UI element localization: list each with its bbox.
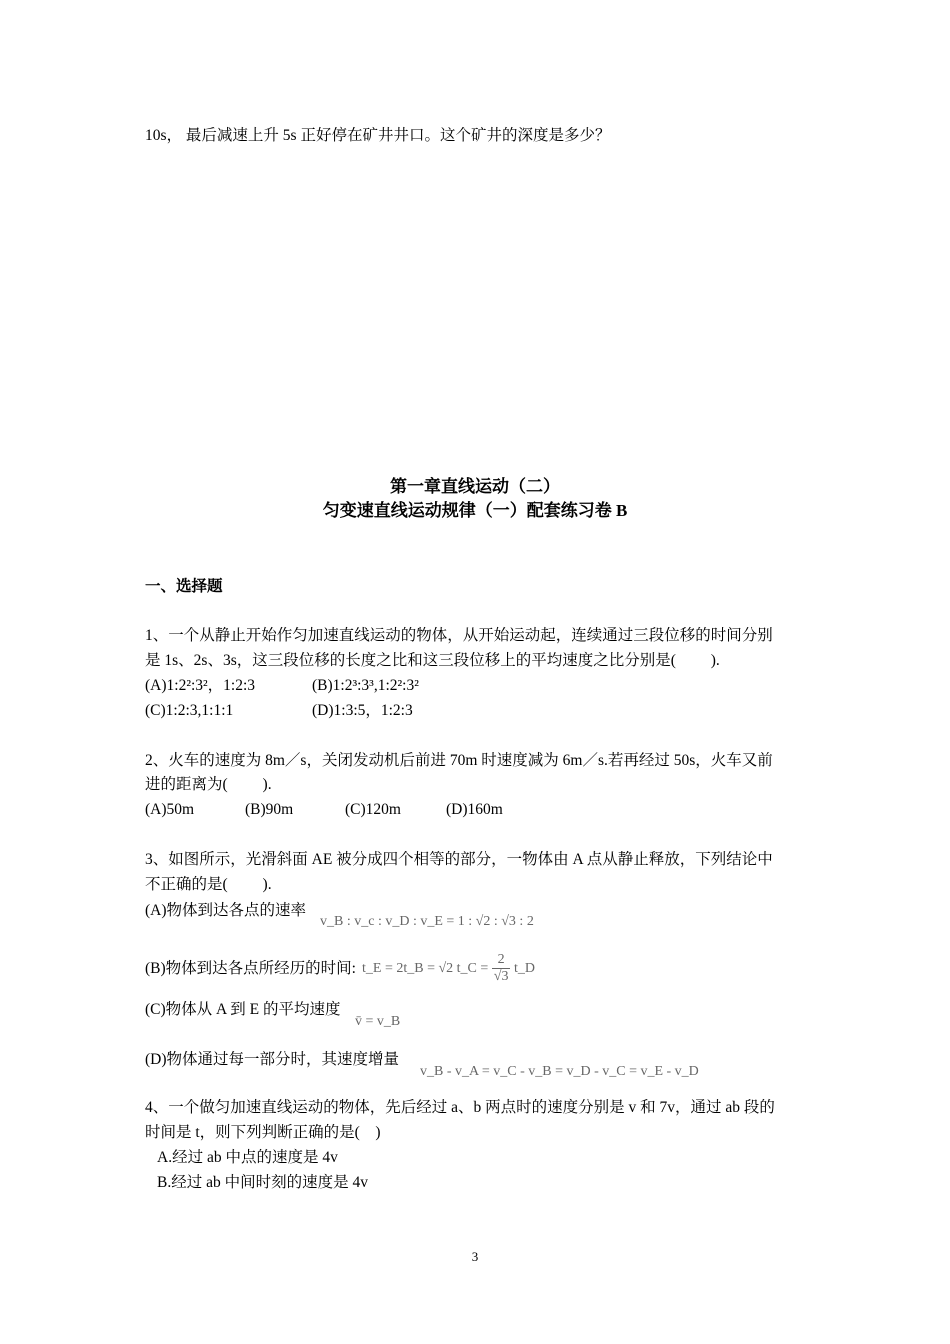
q2-option-b: (B)90m (245, 801, 294, 818)
q3-option-b (145, 959, 356, 979)
q1-option-b: (B)1:2³:3³,1:2²:3² (312, 677, 419, 694)
worksheet-title: 匀变速直线运动规律（一）配套练习卷 B (322, 501, 628, 520)
q1-option-d: (D)1:3:5，1:2:3 (312, 702, 413, 719)
q3-option-c-text: (C)物体从 A 到 E 的平均速度 (145, 1001, 341, 1018)
fraction-denominator: √3 (493, 969, 509, 985)
q3-stem-line1: 3、如图所示，光滑斜面 AE 被分成四个相等的部分，一物体由 A 点从静止释放，下列结论中 (145, 851, 773, 868)
q4-stem-line1: 4、一个做匀加速直线运动的物体，先后经过 a、b 两点时的速度分别是 v 和 7v，通过 ab 段的 (145, 1099, 775, 1116)
q3-option-d-text: (D)物体通过每一部分时，其速度增量 (145, 1051, 400, 1068)
q3-stem-line2: 不正确的是( ). (145, 876, 272, 893)
q2-stem-line1: 2、火车的速度为 8m／s，关闭发动机后前进 70m 时速度减为 6m／s.若再经过 50s，火车又前 (145, 752, 773, 769)
fraction-numerator: 2 (492, 952, 511, 969)
q1-option-a: (A)1:2²:3²，1:2:3 (145, 677, 256, 694)
q3-option-a-formula: v_B : v_c : v_D : v_E = 1 : √2 : √3 : 2 (320, 914, 534, 929)
q3-option-b-text: (B)物体到达各点所经历的时间: (145, 960, 356, 977)
chapter-title: 第一章直线运动（二） (390, 477, 560, 496)
q3-option-c (145, 1000, 340, 1020)
q4-option-b: B.经过 ab 中间时刻的速度是 4v (157, 1174, 368, 1191)
q2-option-a: (A)50m (145, 801, 195, 818)
q3-option-b-formula (362, 947, 535, 991)
q3-option-b-fraction (492, 952, 511, 985)
previous-question-tail: 10s， 最后减速上升 5s 正好停在矿井井口。这个矿井的深度是多少？ (145, 127, 611, 144)
q3-option-a-text: (A)物体到达各点的速率 (145, 902, 307, 919)
q1-option-c: (C)1:2:3,1:1:1 (145, 702, 234, 719)
q3-option-d (145, 1050, 399, 1070)
q2-option-c: (C)120m (345, 801, 401, 818)
q1-stem-line2: 是 1s、2s、3s，这三段位移的长度之比和这三段位移上的平均速度之比分别是( ). (145, 652, 720, 669)
q4-option-a: A.经过 ab 中点的速度是 4v (157, 1149, 338, 1166)
q3-option-c-formula: v̄ = v_B (355, 1014, 401, 1029)
page-number: 3 (471, 1249, 479, 1264)
q3-option-a (145, 901, 306, 921)
q1-stem-line1: 1、一个从静止开始作匀加速直线运动的物体，从开始运动起，连续通过三段位移的时间分别 (145, 627, 773, 644)
q3-option-b-formula-right: t_D (513, 961, 535, 976)
q3-option-d-formula: v_B - v_A = v_C - v_B = v_D - v_C = v_E - v_D (420, 1064, 699, 1079)
q2-option-d: (D)160m (446, 801, 503, 818)
q4-stem-line2: 时间是 t，则下列判断正确的是( ) (145, 1124, 381, 1141)
q2-stem-line2: 进的距离为( ). (145, 776, 272, 793)
section-heading: 一、选择题 (145, 578, 223, 595)
q3-option-b-formula-left: t_E = 2t_B = √2 t_C = (362, 961, 489, 976)
